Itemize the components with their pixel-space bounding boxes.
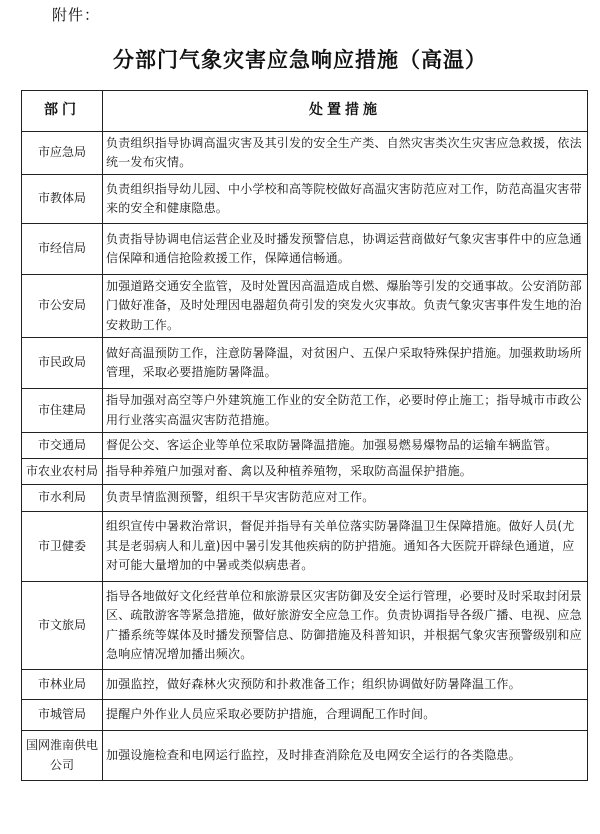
column-header-measure: 处置措施 — [103, 91, 588, 132]
measure-cell: 加强监控，做好森林火灾预防和扑救准备工作；组织协调做好防暑降温工作。 — [103, 670, 588, 700]
measure-cell: 督促公交、客运企业等单位采取防暑降温措施。加强易燃易爆物品的运输车辆监管。 — [103, 433, 588, 459]
measure-cell: 做好高温预防工作，注意防暑降温，对贫困户、五保户采取特殊保护措施。加强救助场所管理，采取必要措施防暑降温。 — [103, 338, 588, 389]
table-row — [22, 512, 588, 582]
measure-cell: 指导加强对高空等户外建筑施工作业的安全防范工作，必要时停止施工；指导城市市政公用行业落实高温灾害防范措施。 — [103, 389, 588, 433]
table-row — [22, 700, 588, 731]
dept-cell: 市住建局 — [22, 389, 103, 433]
table-row — [22, 459, 588, 485]
dept-cell: 市经信局 — [22, 224, 103, 275]
measure-cell: 负责旱情监测预警，组织干旱灾害防范应对工作。 — [103, 485, 588, 512]
table-row — [22, 132, 588, 175]
dept-cell: 市交通局 — [22, 433, 103, 459]
table-row — [22, 175, 588, 224]
dept-cell: 市林业局 — [22, 670, 103, 700]
dept-cell: 市卫健委 — [22, 512, 103, 582]
table-row — [22, 338, 588, 389]
dept-cell: 市民政局 — [22, 338, 103, 389]
measure-cell: 负责组织指导幼儿园、中小学校和高等院校做好高温灾害防范应对工作，防范高温灾害带来的安全和健康隐患。 — [103, 175, 588, 224]
table-row — [22, 731, 588, 781]
table-row — [22, 582, 588, 670]
page-title: 分部门气象灾害应急响应措施（高温） — [113, 48, 487, 72]
table-row — [22, 224, 588, 275]
table-header-row — [22, 91, 588, 132]
measure-cell: 指导各地做好文化经营单位和旅游景区灾害防御及安全运行管理，必要时及时采取封闭景区、疏散游客等紧急措施，做好旅游安全应急工作。负责协调指导各级广播、电视、应急广播系统等媒体及时播发预警信息、防御措施及科普知识，并根据气象灾害预警级别和应急响应情况增加播出频次。 — [103, 582, 588, 670]
dept-cell: 市应急局 — [22, 132, 103, 175]
dept-cell: 国网淮南供电公司 — [22, 731, 103, 781]
dept-cell: 市文旅局 — [22, 582, 103, 670]
dept-cell: 市公安局 — [22, 275, 103, 338]
measure-cell: 提醒户外作业人员应采取必要防护措施，合理调配工作时间。 — [103, 700, 588, 731]
dept-cell: 市教体局 — [22, 175, 103, 224]
column-header-dept: 部门 — [22, 91, 103, 132]
measure-cell: 指导种养殖户加强对畜、禽以及种植养殖物，采取防高温保护措施。 — [103, 459, 588, 485]
table-row — [22, 433, 588, 459]
dept-cell: 市城管局 — [22, 700, 103, 731]
measure-cell: 负责组织指导协调高温灾害及其引发的安全生产类、自然灾害类次生灾害应急救援，依法统一发布灾情。 — [103, 132, 588, 175]
dept-cell: 市农业农村局 — [22, 459, 103, 485]
measure-cell: 加强设施检查和电网运行监控，及时排查消除危及电网安全运行的各类隐患。 — [103, 731, 588, 781]
dept-cell: 市水利局 — [22, 485, 103, 512]
table-row — [22, 670, 588, 700]
measure-cell: 负责指导协调电信运营企业及时播发预警信息，协调运营商做好气象灾害事件中的应急通信保障和通信抢险救援工作，保障通信畅通。 — [103, 224, 588, 275]
measure-cell: 组织宣传中暑救治常识，督促并指导有关单位落实防暑降温卫生保障措施。做好人员(尤其是老弱病人和儿童)因中暑引发其他疾病的防护措施。通知各大医院开辟绿色通道，应对可能大量增加的中暑或类似病患者。 — [103, 512, 588, 582]
measures-table — [21, 90, 588, 781]
table-row — [22, 389, 588, 433]
measure-cell: 加强道路交通安全监管，及时处置因高温造成自燃、爆胎等引发的交通事故。公安消防部门做好准备，及时处理因电器超负荷引发的突发火灾事故。负责气象灾害事件发生地的治安救助工作。 — [103, 275, 588, 338]
attachment-label: 附件： — [52, 6, 101, 24]
table-row — [22, 485, 588, 512]
table-row — [22, 275, 588, 338]
